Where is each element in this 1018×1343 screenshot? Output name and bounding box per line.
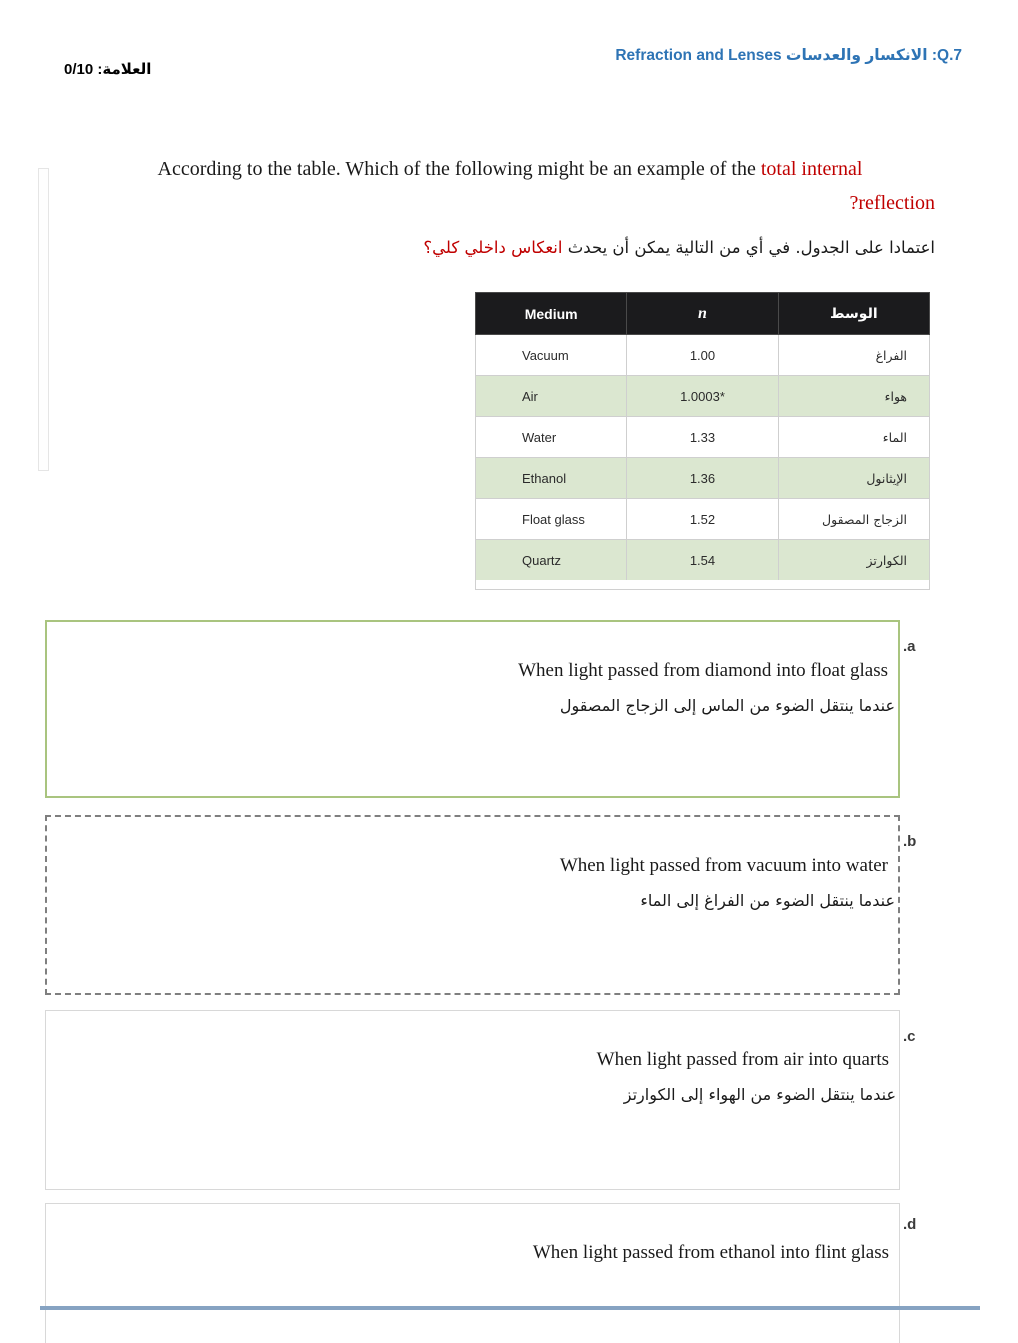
option-a-text-en: When light passed from diamond into float glass: [518, 660, 888, 681]
answer-option-d[interactable]: [45, 1203, 900, 1343]
option-b-text-en: When light passed from vacuum into water: [559, 855, 888, 876]
option-c-text-en: When light passed from air into quarts: [596, 1049, 889, 1070]
col-header-n: n: [627, 293, 778, 335]
left-scroll-rail: [38, 168, 49, 471]
score-badge: العلامة: 0/10: [64, 61, 152, 78]
table-row: [476, 458, 930, 499]
option-c-text-ar: عندما ينتقل الضوء من الهواء إلى الكوارتز: [623, 1085, 896, 1104]
cell-medium: Air: [476, 376, 627, 417]
cell-medium-arabic: الكوارتز: [778, 540, 929, 581]
cell-medium-arabic: الزجاج المصقول: [778, 499, 929, 540]
cell-medium-arabic: هواء: [778, 376, 929, 417]
refractive-index-table: [475, 292, 930, 581]
cell-n: 1.0003*: [627, 376, 778, 417]
col-header-medium-arabic: الوسط: [778, 293, 929, 335]
answer-option-b[interactable]: [45, 815, 900, 995]
answer-option-a[interactable]: [45, 620, 900, 798]
cell-medium: Float glass: [476, 499, 627, 540]
question-text-en: [85, 158, 935, 181]
question-en-red-2: ?reflection: [849, 192, 935, 214]
page-title: Q.7: الانكسار والعدسات Refraction and Lenses: [615, 47, 962, 64]
cell-n: 1.54: [627, 540, 778, 581]
option-d-letter: .d: [903, 1216, 917, 1233]
option-c-letter: .c: [903, 1028, 916, 1045]
answer-option-c[interactable]: [45, 1010, 900, 1190]
question-en-black: According to the table. Which of the following might be an example of the: [157, 158, 756, 180]
question-en-red: total internal: [760, 158, 863, 180]
cell-n: 1.00: [627, 335, 778, 376]
table-row: [476, 376, 930, 417]
table-row: [476, 335, 930, 376]
cell-medium: Ethanol: [476, 458, 627, 499]
question-ar-black: اعتمادا على الجدول. في أي من التالية يمكن أن يحدث: [567, 238, 935, 257]
cell-medium: Quartz: [476, 540, 627, 581]
cell-medium-arabic: الماء: [778, 417, 929, 458]
table-bottom-strip: [475, 580, 930, 590]
cell-medium: Water: [476, 417, 627, 458]
table-row: [476, 499, 930, 540]
question-text-en-line2: [85, 192, 935, 215]
cell-n: 1.33: [627, 417, 778, 458]
question-text-ar: [85, 238, 935, 257]
cell-medium-arabic: الفراغ: [778, 335, 929, 376]
col-header-medium: Medium: [476, 293, 627, 335]
bottom-divider-line: [40, 1306, 980, 1310]
option-a-letter: .a: [903, 638, 916, 655]
table-row: [476, 540, 930, 581]
option-a-text-ar: عندما ينتقل الضوء من الماس إلى الزجاج المصقول: [559, 696, 895, 715]
option-b-text-ar: عندما ينتقل الضوء من الفراغ إلى الماء: [640, 891, 895, 910]
table-row: [476, 417, 930, 458]
option-d-text-en: When light passed from ethanol into flint glass: [532, 1242, 889, 1263]
option-b-letter: .b: [903, 833, 917, 850]
table-header-row: [476, 293, 930, 335]
cell-medium: Vacuum: [476, 335, 627, 376]
cell-medium-arabic: الإيثانول: [778, 458, 929, 499]
cell-n: 1.52: [627, 499, 778, 540]
cell-n: 1.36: [627, 458, 778, 499]
question-ar-red: انعكاس داخلي كلي؟: [423, 238, 563, 257]
